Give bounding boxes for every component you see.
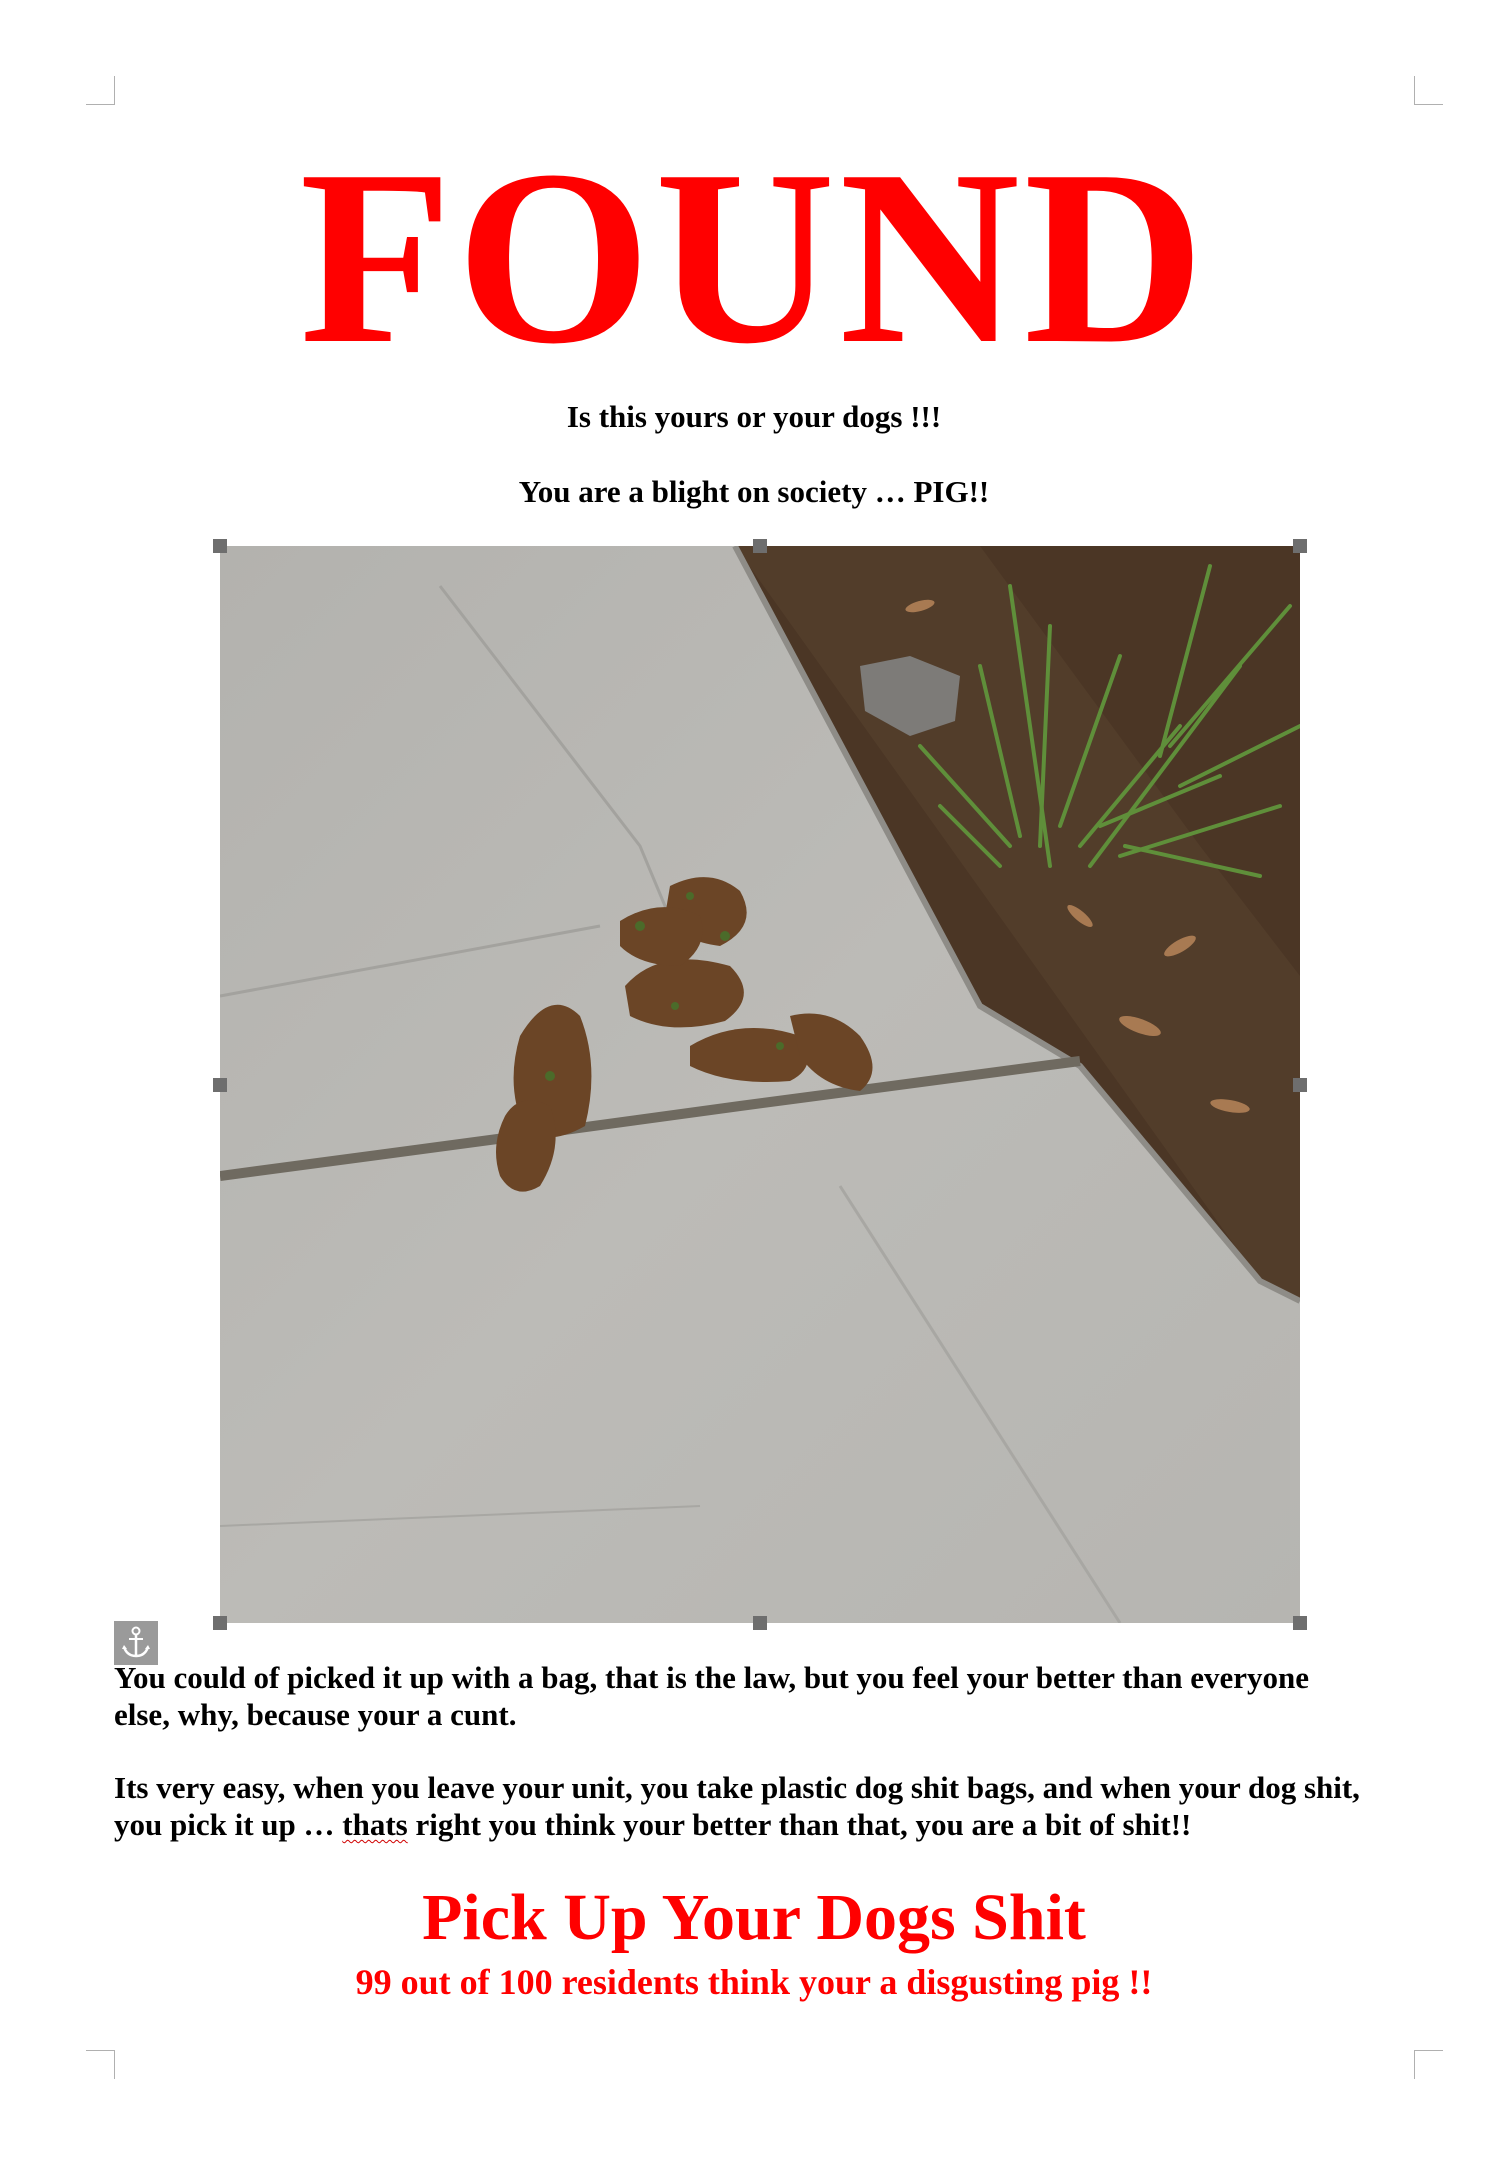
resize-handle-top-middle[interactable] (753, 539, 767, 553)
resize-handle-middle-right[interactable] (1293, 1078, 1307, 1092)
resize-handle-bottom-middle[interactable] (753, 1616, 767, 1630)
subline-question[interactable]: Is this yours or your dogs !!! (566, 399, 942, 434)
paragraph-instructions-part-1: Its very easy, when you leave your unit, you take plastic dog shit bags, and when your dog shit, you pick it up … (114, 1770, 1360, 1842)
resize-handle-top-left[interactable] (213, 539, 227, 553)
crop-mark-bottom-right (1414, 2050, 1443, 2079)
resize-handle-bottom-left[interactable] (213, 1616, 227, 1630)
paragraph-instructions-part-2: right you think your better than that, you are a bit of shit!! (407, 1807, 1192, 1842)
resize-handle-bottom-right[interactable] (1293, 1616, 1307, 1630)
headline[interactable]: FOUND (299, 119, 1209, 396)
subline-insult[interactable]: You are a blight on society … PIG!! (518, 474, 990, 509)
spelling-error-word[interactable]: thats (342, 1807, 408, 1842)
crop-mark-bottom-left (86, 2050, 115, 2079)
crop-mark-top-left (86, 76, 115, 105)
photo-dog-droppings[interactable] (220, 546, 1300, 1623)
paragraph-instructions[interactable] (114, 1769, 1364, 1843)
footer-subtitle[interactable]: 99 out of 100 residents think your a disgusting pig !! (355, 1962, 1153, 2002)
footer-title[interactable]: Pick Up Your Dogs Shit (422, 1881, 1086, 1954)
resize-handle-top-right[interactable] (1293, 539, 1307, 553)
resize-handle-middle-left[interactable] (213, 1078, 227, 1092)
paragraph-law[interactable]: You could of picked it up with a bag, that is the law, but you feel your better than everyone else, why, because your a cunt. (114, 1660, 1309, 1732)
selected-photo[interactable] (220, 546, 1300, 1623)
crop-mark-top-right (1414, 76, 1443, 105)
